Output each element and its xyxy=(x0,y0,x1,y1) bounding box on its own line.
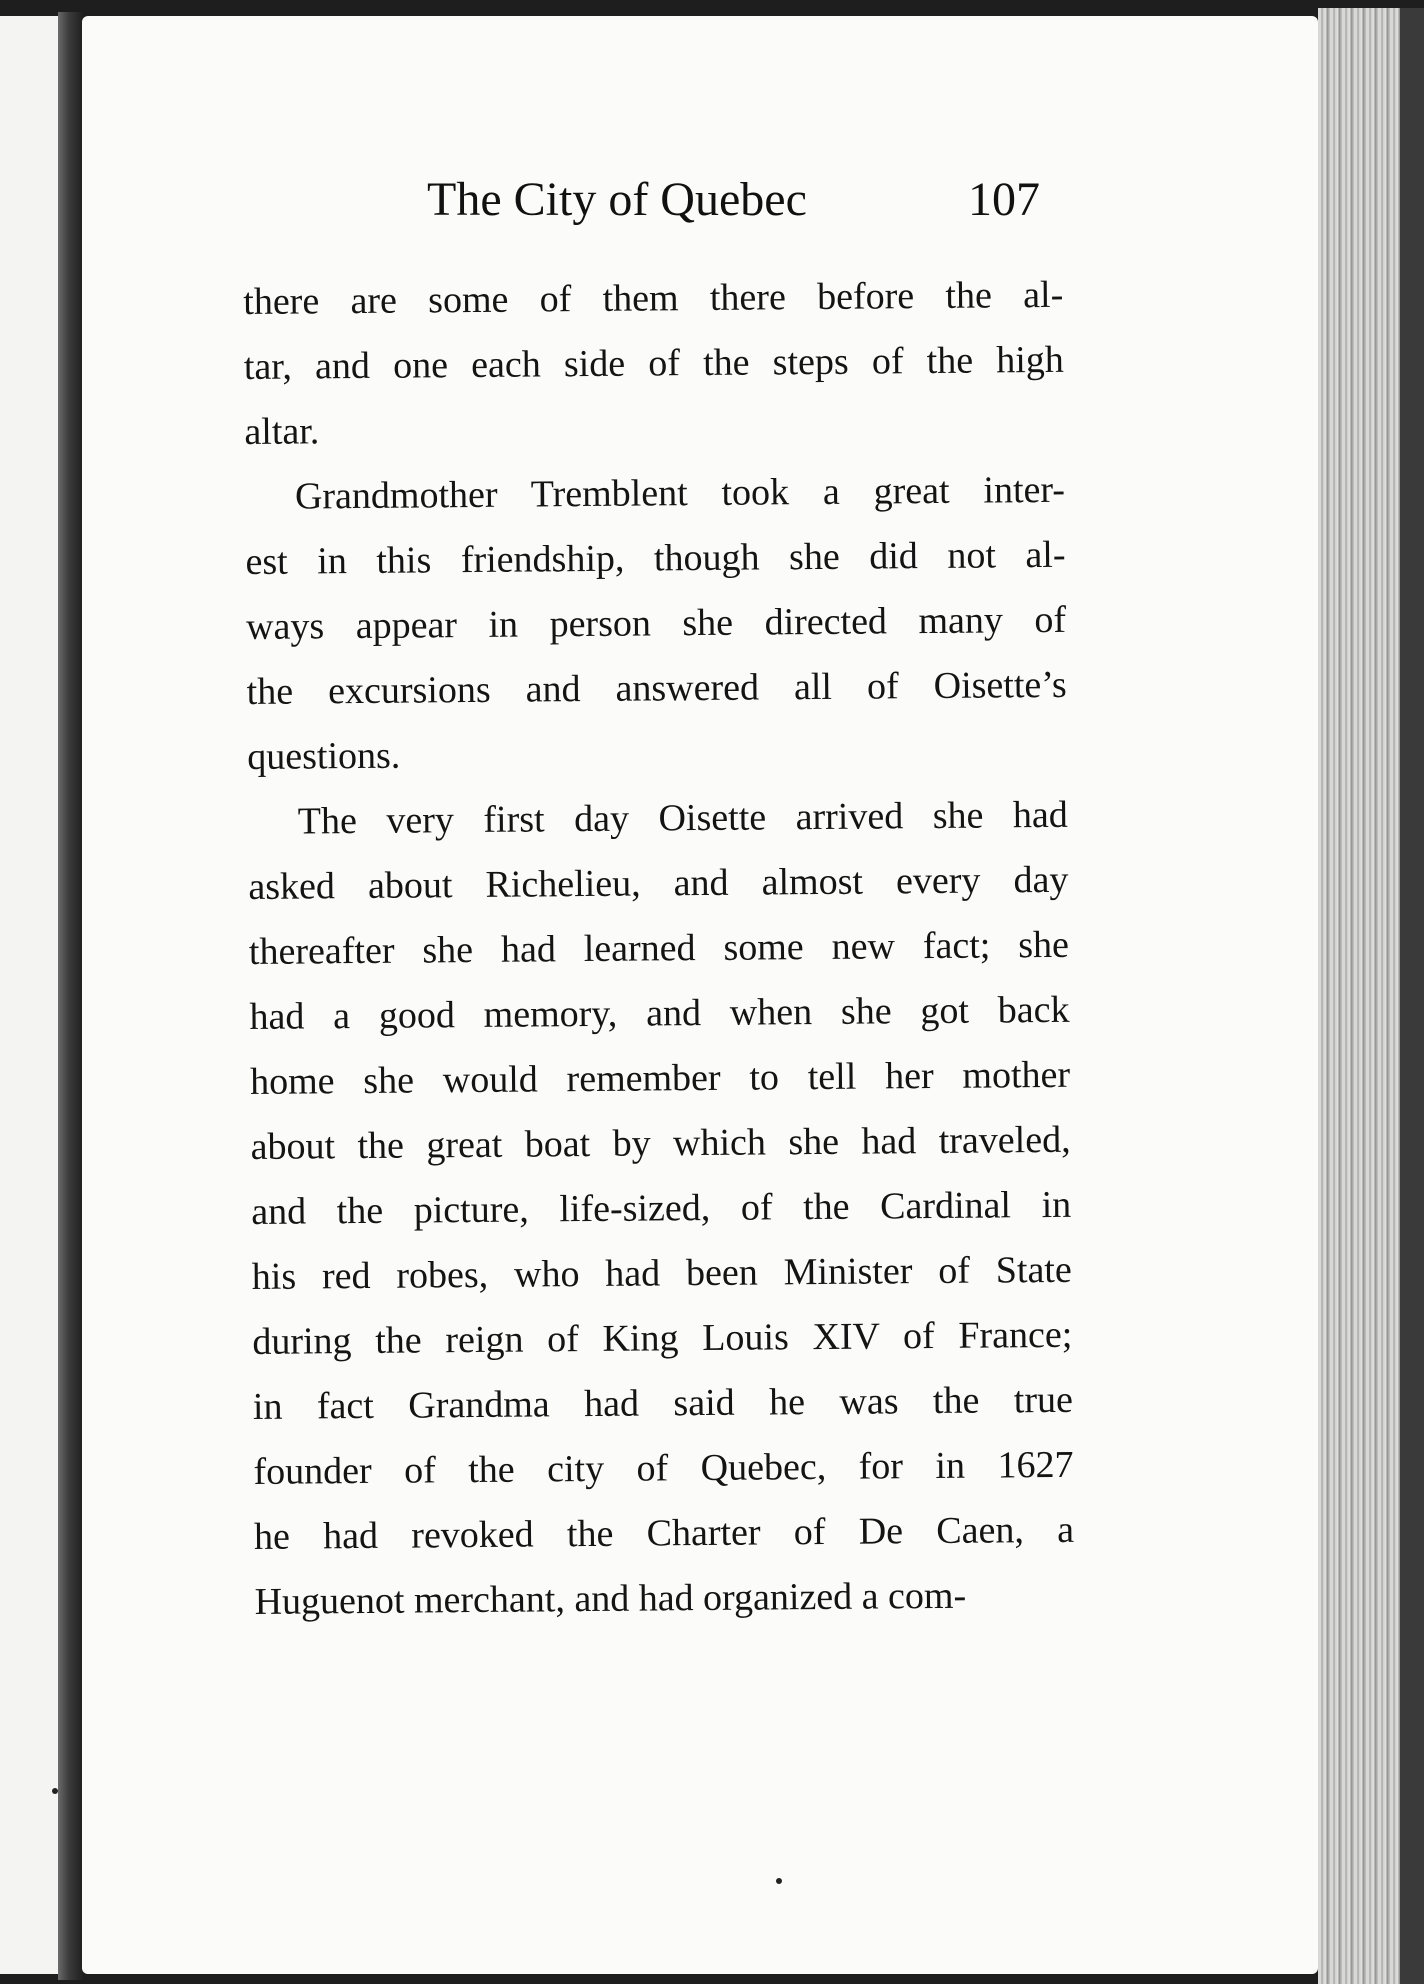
text-line: home she would remember to tell her mother xyxy=(249,1053,1071,1103)
text-line: about the great boat by which she had traveled, xyxy=(250,1118,1071,1168)
text-line: in fact Grandma had said he was the true xyxy=(252,1378,1074,1428)
paragraph xyxy=(248,783,1075,1635)
paragraph xyxy=(243,263,1065,465)
page-number: 107 xyxy=(968,173,1040,226)
running-header xyxy=(420,172,1040,242)
text-line: The very first day Oisette arrived she had xyxy=(297,793,1068,843)
body-text xyxy=(243,263,1075,1635)
scan-speck xyxy=(52,1788,58,1794)
text-line: questions. xyxy=(247,734,401,778)
page-edges-stack xyxy=(1318,8,1424,1984)
text-line: the excursions and answered all of Oisette’s xyxy=(246,663,1067,713)
text-line: and the picture, life-sized, of the Cardinal in xyxy=(251,1183,1072,1233)
running-title: The City of Quebec xyxy=(427,173,807,226)
text-line: thereafter she had learned some new fact; she xyxy=(248,923,1070,973)
text-line: there are some of them there before the al- xyxy=(243,273,1064,323)
text-line: asked about Richelieu, and almost every day xyxy=(248,858,1069,908)
text-line: altar. xyxy=(244,410,320,453)
paragraph xyxy=(245,458,1068,790)
scan-speck xyxy=(776,1878,782,1884)
text-line: Huguenot merchant, and had organized a com- xyxy=(254,1574,967,1623)
text-line: Grandmother Tremblent took a great inter- xyxy=(294,468,1066,518)
facing-page-edge xyxy=(0,16,58,1974)
text-line: his red robes, who had been Minister of State xyxy=(251,1248,1072,1298)
text-line: ways appear in person she directed many of xyxy=(245,598,1067,648)
text-line: est in this friendship, though she did not al- xyxy=(245,533,1066,583)
text-line: had a good memory, and when she got back xyxy=(249,988,1070,1038)
text-line: tar, and one each side of the steps of the high xyxy=(243,338,1064,388)
text-line: founder of the city of Quebec, for in 1627 xyxy=(253,1443,1074,1493)
text-line: during the reign of King Louis XIV of France; xyxy=(252,1313,1073,1363)
text-line: he had revoked the Charter of De Caen, a xyxy=(253,1508,1075,1558)
